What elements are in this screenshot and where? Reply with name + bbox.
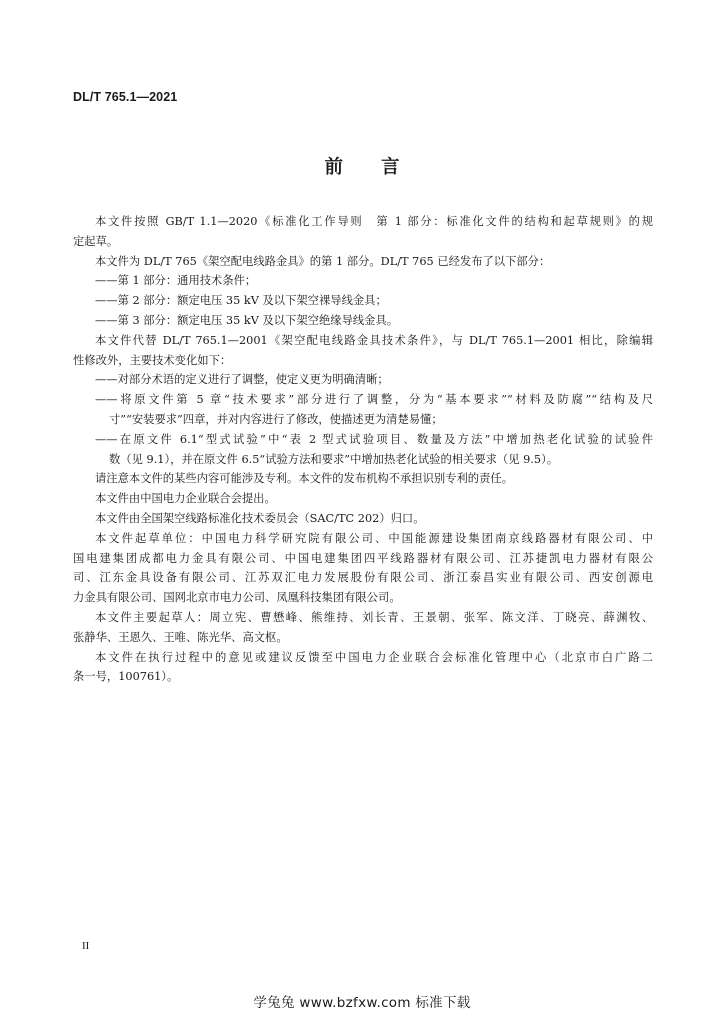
list-item: ——对部分术语的定义进行了调整，使定义更为明确清晰； <box>95 373 389 387</box>
paragraph-line: 司、江东金具设备有限公司、江苏双汇电力发展股份有限公司、浙江泰昌实业有限公司、西安创源电 <box>73 571 653 585</box>
paragraph-line: 性修改外，主要技术变化如下： <box>73 353 232 367</box>
document-code: DL/T 765.1—2021 <box>73 90 178 104</box>
foreword-body <box>73 212 653 687</box>
paragraph-line: 本文件按照 GB/T 1.1—2020《标准化工作导则 第 1 部分：标准化文件的结构和起草规则》的规 <box>95 215 653 228</box>
paragraph-line: 条一号，100761）。 <box>73 670 179 684</box>
list-item: ——第 2 部分：额定电压 35 kV 及以下架空裸导线金具； <box>95 294 387 308</box>
title-char-2: 言 <box>381 157 400 178</box>
paragraph-line: 本文件主要起草人：周立宪、曹懋峰、熊维持、刘长青、王景朝、张军、陈文洋、丁晓亮、薛渊牧、 <box>95 610 653 624</box>
paragraph-line: 定起草。 <box>73 234 119 248</box>
paragraph-line: 本文件为 DL/T 765《架空配电线路金具》的第 1 部分。DL/T 765 已经发布了以下部分： <box>95 254 551 268</box>
page-number: II <box>82 940 90 952</box>
list-item: ——将原文件第 5 章“技术要求”部分进行了调整，分为“基本要求”“材料及防腐”“结构及尺 <box>95 393 653 407</box>
list-item: ——在原文件 6.1“型式试验”中“表 2 型式试验项目、数量及方法”中增加热老化试验的试验件 <box>95 432 653 446</box>
list-item: ——第 3 部分：额定电压 35 kV 及以下架空绝缘导线金具。 <box>95 313 399 327</box>
paragraph-line: 本文件起草单位：中国电力科学研究院有限公司、中国能源建设集团南京线路器材有限公司、中 <box>95 531 653 545</box>
paragraph-line: 国电建集团成都电力金具有限公司、中国电建集团四平线路器材有限公司、江苏捷凯电力器材有限公 <box>73 551 653 565</box>
footer-watermark-link[interactable]: 学兔兔 www.bzfxw.com 标准下载 <box>253 995 471 1011</box>
paragraph-line: 本文件在执行过程中的意见或建议反馈至中国电力企业联合会标准化管理中心（北京市白广路二 <box>95 650 653 664</box>
page-title <box>0 153 724 179</box>
title-char-1: 前 <box>324 157 343 178</box>
paragraph-line: 本文件由全国架空线路标准化技术委员会（SAC/TC 202）归口。 <box>95 511 425 525</box>
list-item-continuation: 数（见 9.1），并在原文件 6.5“试验方法和要求”中增加热老化试验的相关要求（见 9.5）。 <box>109 452 559 466</box>
list-item: ——第 1 部分：通用技术条件； <box>95 274 257 288</box>
paragraph-line: 本文件代替 DL/T 765.1—2001《架空配电线路金具技术条件》，与 DL/T 765.1—2001 相比，除编辑 <box>95 333 653 347</box>
paragraph-line: 力金具有限公司、国网北京市电力公司、凤凰科技集团有限公司。 <box>73 591 401 605</box>
paragraph-line: 张静华、王恩久、王唯、陈光华、高文枢。 <box>73 630 288 644</box>
list-item-continuation: 寸”“安装要求”四章，并对内容进行了修改，使描述更为清楚易懂； <box>109 412 443 426</box>
paragraph-line: 本文件由中国电力企业联合会提出。 <box>95 492 276 506</box>
paragraph-line: 请注意本文件的某些内容可能涉及专利。本文件的发布机构不承担识别专利的责任。 <box>95 472 513 486</box>
